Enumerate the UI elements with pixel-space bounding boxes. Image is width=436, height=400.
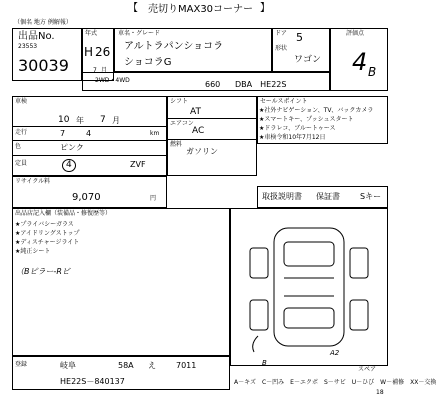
body-label: 形状 [275, 45, 288, 52]
selling-item: ★スマートキー、プッシュスタート [259, 116, 354, 123]
divider [167, 139, 257, 140]
selling-item: ★ドラレコ、ブルートゥース [259, 125, 336, 132]
diagram-mark-a2: A2 [330, 349, 340, 357]
banner-right-bracket: 】 [260, 3, 270, 14]
divider [12, 140, 167, 141]
reg-year-unit: 年 [76, 116, 84, 125]
legend-text: A－キズ C－凹み E－エクボ S－サビ U－ひび W－補修 XX－交換 [234, 379, 436, 386]
fuel-label: 燃料 [170, 141, 183, 148]
chassis: HE22S－840137 [60, 377, 125, 386]
option-item: ★ディスチャージライト [15, 239, 80, 246]
year-label: 年式 [85, 30, 98, 37]
mileage-sen: 4 [86, 129, 92, 138]
drive-value: 2WD・4WD [95, 77, 130, 84]
mileage-man: 7 [60, 129, 66, 138]
spare-label: スペア [358, 366, 377, 373]
reg-year: 10 [58, 115, 70, 125]
recycle-label: リサイクル料 [15, 178, 51, 185]
model-label: 車名・グレード [118, 30, 161, 37]
shift-label: シフト [170, 98, 189, 105]
displacement: 660 [205, 80, 221, 89]
doors-label: ドア [275, 30, 287, 37]
option-item: ★プライバシーガラス [15, 221, 74, 228]
location: 岐阜 [60, 361, 76, 370]
lot-small: 23553 [18, 43, 38, 50]
color-code: ZVF [130, 160, 146, 169]
lot-label: 出品No. [18, 31, 55, 42]
banner-left-bracket: 【 [128, 3, 138, 14]
plate-kana: え [148, 361, 156, 370]
shift-value: AT [190, 107, 201, 117]
car-name: アルトラパンショコラ [124, 41, 224, 52]
selling-item: ★車検令和10年7月12日 [259, 134, 326, 141]
score-value: 4 [352, 48, 368, 76]
divider [12, 126, 167, 127]
month-value: 7 [93, 67, 97, 74]
ac-value: AC [192, 126, 205, 136]
spec-box [167, 96, 257, 176]
eval-label: 評価点 [346, 30, 365, 37]
doors-value: 5 [296, 31, 303, 44]
page-number: 18 [376, 389, 384, 396]
diagram-mark-b: B [262, 359, 267, 367]
divider [12, 155, 167, 156]
month-unit: 月 [101, 67, 108, 74]
year-value: 26 [95, 45, 111, 59]
mileage-unit: km [150, 130, 160, 137]
reg-month: 7 [100, 115, 106, 125]
selling-item: ★社外ナビゲーション、TV、バックカメラ [259, 107, 374, 114]
keys-label: Sキー [360, 192, 382, 201]
warranty-label: 保証書 [316, 192, 340, 201]
interior-value: B [368, 65, 377, 79]
divider [167, 118, 257, 119]
plate-num: 7011 [176, 361, 197, 370]
body-value: ワゴン [294, 55, 322, 65]
banner-title: 売切りMAX30コーナー [148, 4, 254, 15]
grade: ショコラG [124, 57, 172, 68]
selling-header: セールスポイント [260, 98, 308, 105]
handwritten-note: （Bピラー-Rビ [16, 267, 70, 276]
reg-label: 車検 [15, 98, 28, 105]
reg-month-unit: 月 [112, 116, 120, 125]
options-header: 出品店記入欄（装備品・修復歴等） [15, 210, 112, 217]
model-code: DBA HE22S [235, 80, 287, 89]
option-item: ★純正シート [15, 248, 51, 255]
plate-class: 58A [118, 361, 134, 370]
seats-value: 4 [62, 159, 76, 172]
lot-number: 30039 [18, 56, 69, 75]
owner-label: 登録 [15, 361, 28, 368]
recycle-unit: 円 [150, 195, 157, 202]
recycle-value: 9,070 [72, 192, 101, 203]
car-outline [250, 228, 368, 352]
color-value: ピンク [60, 143, 84, 152]
fuel-value: ガソリン [186, 147, 218, 156]
manual-label: 取扱説明書 [262, 192, 302, 201]
seats-label: 定員 [15, 160, 28, 167]
car-diagram [230, 208, 388, 366]
ac-label: エアコン [170, 120, 194, 127]
top-note: （個名 地方 例解報） [14, 19, 72, 26]
year-era: H [84, 45, 94, 59]
option-item: ★アイドリングストップ [15, 230, 80, 237]
color-label: 色 [15, 143, 22, 150]
mileage-label: 走行 [15, 129, 28, 136]
